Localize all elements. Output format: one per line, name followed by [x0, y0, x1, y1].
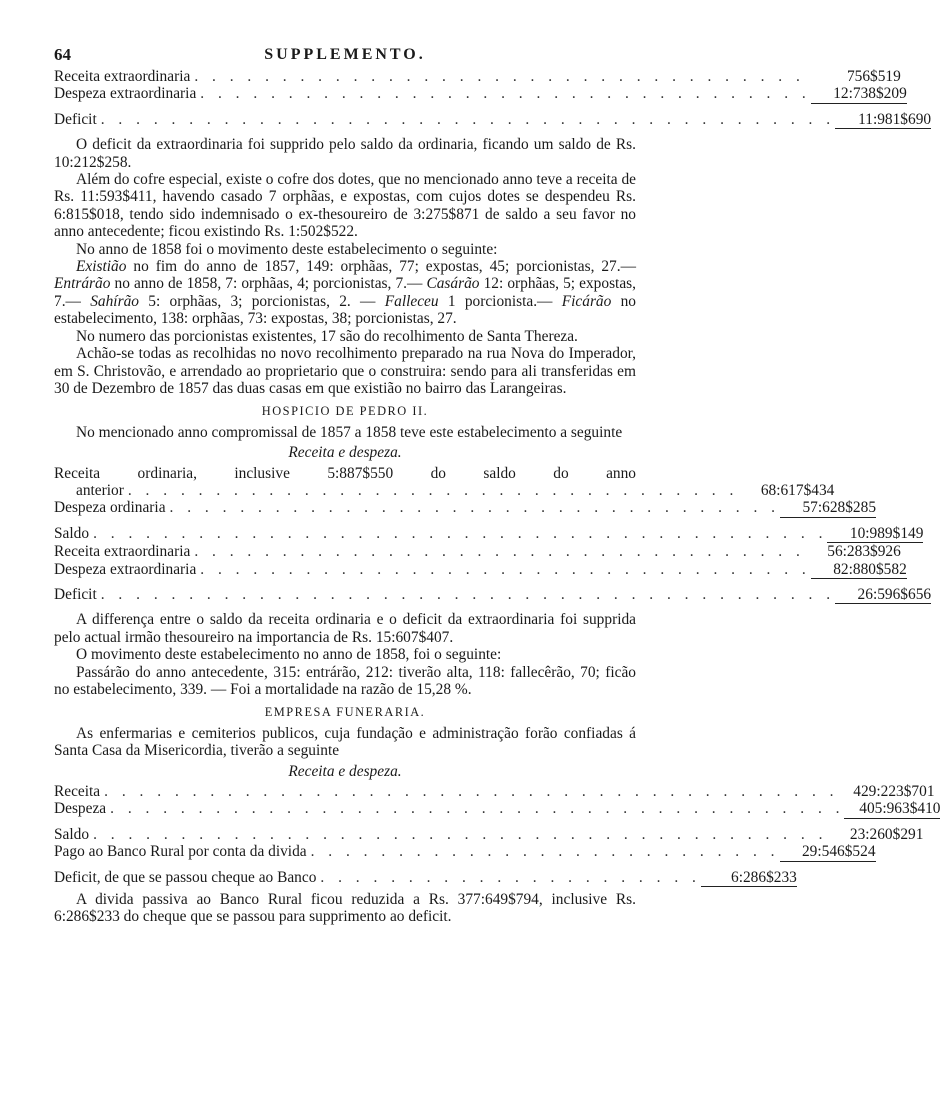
paragraph: O deficit da extraordinaria foi supprido pelo saldo da ordinaria, ficando um saldo de Rs. 10:212$258.: [54, 136, 636, 171]
paragraph-closing: A divida passiva ao Banco Rural ficou reduzida a Rs. 377:649$794, inclusive Rs. 6:286$233 do cheque que se passou para supprimento ao deficit.: [54, 891, 636, 926]
paragraph-movement: Existião no fim do anno de 1857, 149: orphãas, 77; expostas, 45; porcionistas, 27.— Entrárão no anno de 1858, 7: orphãas, 4; porcionistas, 7.— Casárão 12: orphãas, 5; expostas, 7.— Sahírão 5: orphãas, 3; porcionistas, 2. — Falleceu 1 porcionista.— Ficárão no estabelecimento, 138: orphãas, 73: expostas, 38; porcionistas, 27.: [54, 258, 637, 328]
running-title: SUPPLEMENTO.: [264, 46, 426, 63]
table-row: Saldo . . . . . . . . . . . . . . . . . . . . . . . . . . . . . . . . . . . . . . . . . . 23:260$291: [54, 825, 924, 843]
section-heading-hospicio: HOSPICIO DE PEDRO II.: [261, 404, 429, 419]
table-row: Despeza extraordinaria . . . . . . . . . . . . . . . . . . . . . . . . . . . . . . . . . . . 82:880$582: [54, 560, 907, 578]
table-row: Receita extraordinaria . . . . . . . . . . . . . . . . . . . . . . . . . . . . . . . . . . . 756$519: [54, 68, 901, 85]
page-number: 64: [54, 45, 71, 64]
table-total-row: Deficit . . . . . . . . . . . . . . . . . . . . . . . . . . . . . . . . . . . . . . . . . . 11:981$690: [54, 110, 932, 128]
subheading: Receita e despeza.: [288, 762, 402, 780]
paragraph: No mencionado anno compromissal de 1857 a 1858 teve este estabelecimento a seguinte: [76, 423, 623, 441]
table-row: Receita ordinaria, inclusive 5:887$550 do saldo do anno anterior . . . . . . . . . . . . . . . . . . . . . . . . . . . . . . . . . . . 68:617$434: [54, 464, 835, 499]
paragraph: No numero das porcionistas existentes, 17 são do recolhimento de Santa Thereza.: [76, 327, 578, 345]
document-page: [54, 45, 940, 926]
paragraph: A differença entre o saldo da receita ordinaria e o deficit da extraordinaria foi supprida pelo actual irmão thesoureiro na importancia de Rs. 15:607$407.: [54, 611, 636, 646]
table-row: Receita . . . . . . . . . . . . . . . . . . . . . . . . . . . . . . . . . . . . . . . . . . 429:223$701: [54, 783, 935, 801]
paragraph: Além do cofre especial, existe o cofre dos dotes, que no mencionado anno teve a receita de Rs. 11:593$411, havendo casado 7 orphãas, e expostas, com cujos dotes se despendeu Rs. 6:815$018, tendo sido indemnisado o ex-thesoureiro de 3:275$871 de saldo a seu favor no anno antecedente; ficou existindo Rs. 1:502$522.: [54, 171, 636, 241]
table-row: Despeza . . . . . . . . . . . . . . . . . . . . . . . . . . . . . . . . . . . . . . . . . . 405:963$410: [54, 800, 940, 818]
table-row: Despeza ordinaria . . . . . . . . . . . . . . . . . . . . . . . . . . . . . . . . . . . 57:628$285: [54, 499, 877, 517]
table-total-row: Saldo . . . . . . . . . . . . . . . . . . . . . . . . . . . . . . . . . . . . . . . . . . 10:989$149: [54, 524, 924, 542]
section-heading-empresa: EMPRESA FUNERARIA.: [264, 705, 426, 720]
subheading: Receita e despeza.: [288, 444, 402, 462]
paragraph: Achão-se todas as recolhidas no novo recolhimento preparado na rua Nova do Imperador, em S. Christovão, e arrendado ao proprietario que o construira: sendo para ali transferidas em 30 de Dezembro de 1857 das duas casas em que existião no bairro das Larangeiras.: [54, 345, 636, 397]
paragraph: Passárão do anno antecedente, 315: entrárão, 212: tiverão alta, 118: fallecêrão, 70; ficão no estabelecimento, 339. — Foi a mortalidade na razão de 15,28 %.: [54, 663, 636, 698]
table-row: Pago ao Banco Rural por conta da divida . . . . . . . . . . . . . . . . . . . . . . . . . . . 29:546$524: [54, 843, 876, 861]
page-header: [54, 46, 636, 68]
table-row: Despeza extraordinaria . . . . . . . . . . . . . . . . . . . . . . . . . . . . . . . . . . . 12:738$209: [54, 85, 907, 103]
paragraph: O movimento deste estabelecimento no anno de 1858, foi o seguinte:: [76, 646, 502, 664]
paragraph: No anno de 1858 foi o movimento deste estabelecimento o seguinte:: [76, 240, 498, 258]
table-total-row: Deficit . . . . . . . . . . . . . . . . . . . . . . . . . . . . . . . . . . . . . . . . . . 26:596$656: [54, 585, 932, 603]
table-total-row: Deficit, de que se passou cheque ao Banco . . . . . . . . . . . . . . . . . . . . . . 6:286$233: [54, 868, 797, 886]
table-row: Receita extraordinaria . . . . . . . . . . . . . . . . . . . . . . . . . . . . . . . . . . . 56:283$926: [54, 543, 901, 561]
paragraph: As enfermarias e cemiterios publicos, cuja fundação e administração forão confiadas á Santa Casa da Misericordia, tiverão a seguinte: [54, 724, 636, 760]
